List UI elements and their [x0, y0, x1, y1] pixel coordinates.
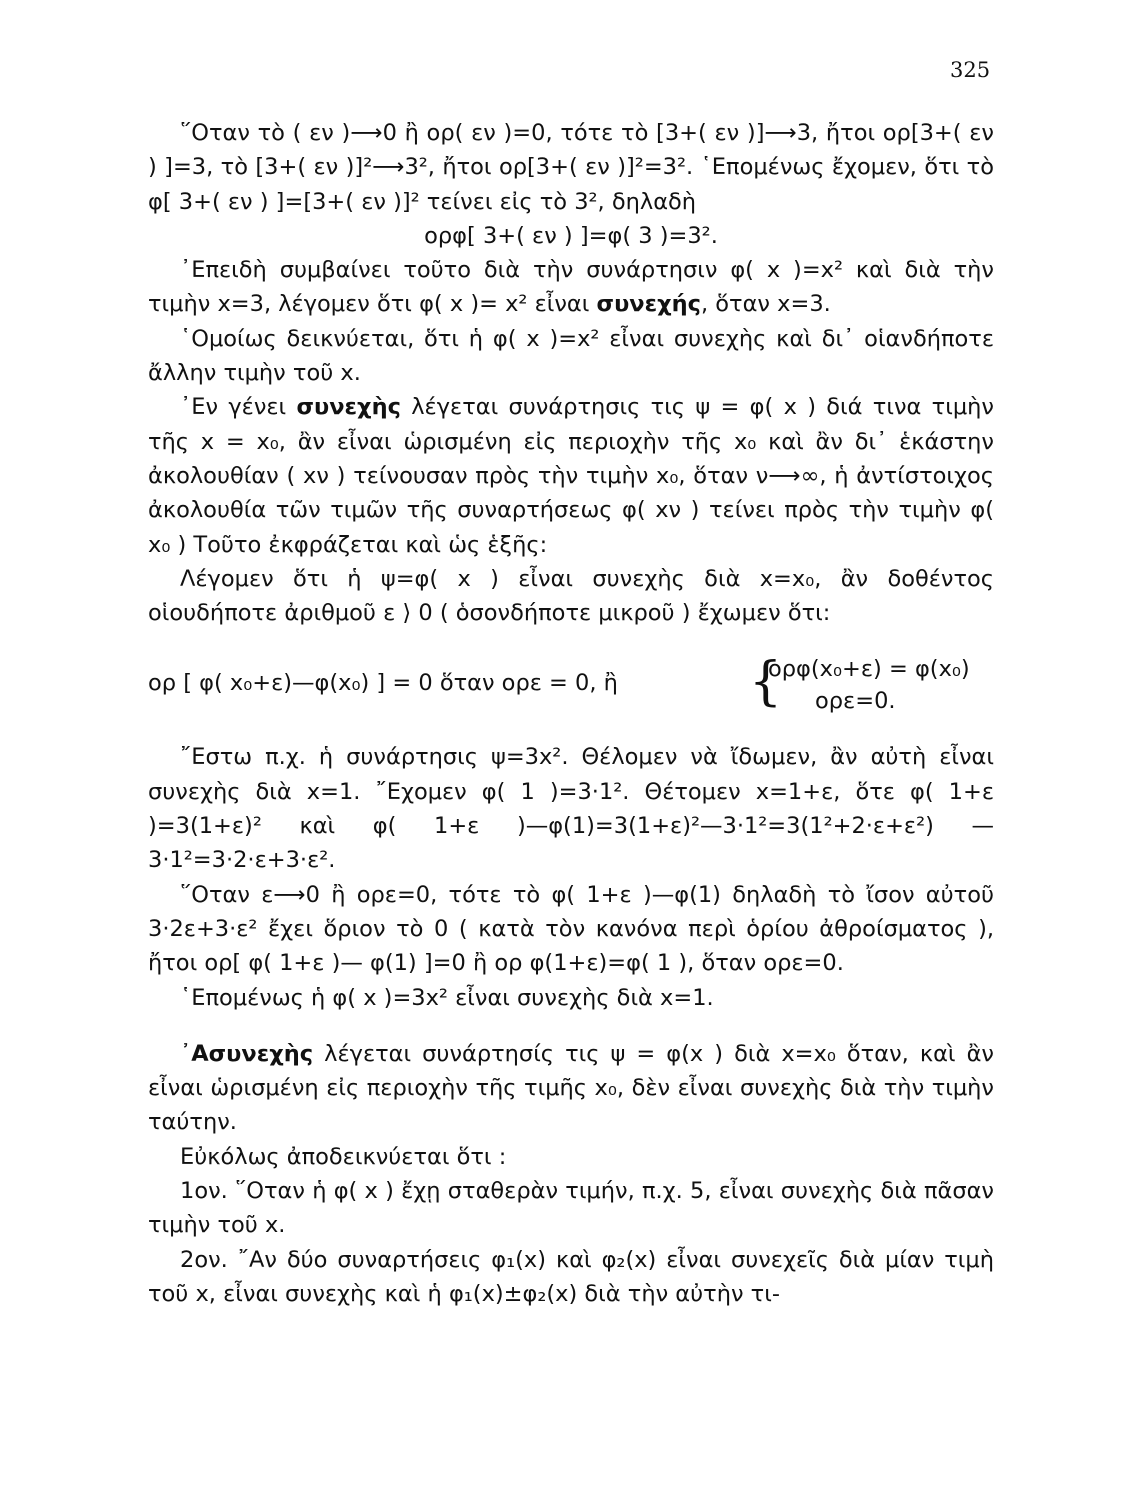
paragraph-example-3x2: ῎Εστω π.χ. ἡ συνάρτησις ψ=3x². Θέλομεν νὰ ἴδωμεν, ἂν αὐτὴ εἶναι συνεχὴς διὰ x=1. ῎Εχομεν φ( 1 )=3·1². Θέτομεν x=1+ε, ὅτε φ( 1+ε )=3(1+ε)² καὶ φ( 1+ε )—φ(1)=3(1+ε)²—3·1²=3(1²+2·ε+ε²) —3·1²=3·2·ε+3·ε². — [148, 744, 994, 874]
formula-limit-result: ορφ[ 3+( εν ) ]=φ( 3 )=3². — [424, 222, 718, 249]
formula-case-1: ορφ(x₀+ε) = φ(x₀) — [768, 656, 970, 683]
formula-case-2: ορε=0. — [815, 688, 896, 715]
paragraph-conclusion: ῾Επομένως ἡ φ( x )=3x² εἶναι συνεχὴς διὰ x=1. — [180, 984, 714, 1011]
text: λέγεται συνάρτησίς τις ψ = φ(x ) διὰ x=x₀ ὅταν, καὶ ἂν εἶναι ὡρισμένη εἰς περιοχὴν τῆς τιμῆς x₀, δὲν εἶναι συνεχὴς διὰ τὴν τιμὴν ταύτην. — [148, 1040, 994, 1136]
paragraph-easily-shown: Εὐκόλως ἀποδεικνύεται ὅτι : — [180, 1143, 507, 1170]
paragraph-epsilon-limit: ῞Οταν ε⟶0 ἢ ορε=0, τότε τὸ φ( 1+ε )—φ(1) δηλαδὴ τὸ ἴσον αὐτοῦ 3·2ε+3·ε² ἔχει ὅριον τὸ 0 ( κατὰ τὸν κανόνα περὶ ὁρίου ἀθροίσματος ), ἤτοι ορ[ φ( 1+ε )— φ(1) ]=0 ἢ ορ φ(1+ε)=φ( 1 ), ὅταν ορε=0. — [148, 881, 994, 977]
text: ᾿Επειδὴ συμβαίνει τοῦτο διὰ τὴν συνάρτησιν φ( x )=x² καὶ διὰ τὴν τιμὴν x=3, λέγομεν ὅτι φ( x )= x² εἶναι — [148, 257, 994, 318]
text: , ὅταν x=3. — [700, 291, 831, 318]
text: λέγεται συνάρτησις τις ψ = φ( x ) διά τινα τιμὴν τῆς x = x₀, ἂν εἶναι ὡρισμένη εἰς περιοχὴν τῆς x₀ καὶ ἂν δι᾿ ἑκάστην ἀκολουθίαν ( xν ) τείνουσαν πρὸς τὴν τιμὴν x₀, ὅταν ν⟶∞, ἡ ἀντίστοιχος ἀκολουθία τῶν τιμῶν τῆς συναρτήσεως φ( xν ) τείνει πρὸς τὴν τιμὴν φ( x₀ ) Τοῦτο ἐκφράζεται καὶ ὡς ἑξῆς: — [148, 394, 994, 558]
page-body — [148, 116, 994, 1311]
term-discontinuous: ᾿Ασυνεχὴς — [180, 1040, 314, 1067]
formula-brace: { — [749, 652, 783, 713]
paragraph-continuity-definition — [148, 390, 994, 561]
paragraph-continuity-x3 — [148, 253, 994, 322]
paragraph-property-1: 1ον. ῞Οταν ἡ φ( x ) ἔχῃ σταθερὰν τιμήν, π.χ. 5, εἶναι συνεχὴς διὰ πᾶσαν τιμὴν τοῦ x. — [148, 1178, 994, 1239]
formula-continuity-limit — [148, 652, 994, 718]
formula-main: ορ [ φ( x₀+ε)—φ(x₀) ] = 0 ὅταν ορε = 0, ἢ — [148, 670, 618, 697]
term-continuous: συνεχής — [596, 291, 701, 318]
paragraph-similarly: ῾Ομοίως δεικνύεται, ὅτι ἡ φ( x )=x² εἶναι συνεχὴς καὶ δι᾿ οἱανδήποτε ἄλλην τιμὴν τοῦ x. — [148, 325, 994, 387]
paragraph-limit-example: ῞Οταν τὸ ( εν )⟶0 ἢ ορ( εν )=0, τότε τὸ [3+( εν )]⟶3, ἤτοι ορ[3+( εν ) ]=3, τὸ [3+( εν )]²⟶3², ἤτοι ορ[3+( εν )]²=3². ῾Επομένως ἔχομεν, ὅτι τὸ φ[ 3+( εν ) ]=[3+( εν )]² τείνει εἰς τὸ 3², δηλαδὴ — [148, 120, 994, 215]
paragraph-property-2: 2ον. ῎Αν δύο συναρτήσεις φ₁(x) καὶ φ₂(x) εἶναι συνεχεῖς διὰ μίαν τιμὴ τοῦ x, εἶναι συνεχὴς καὶ ἡ φ₁(x)±φ₂(x) διὰ τὴν αὐτὴν τι- — [148, 1246, 994, 1307]
paragraph-discontinuous-definition — [148, 1037, 994, 1140]
page-number: 325 — [950, 58, 991, 82]
paragraph-epsilon-statement: Λέγομεν ὅτι ἡ ψ=φ( x ) εἶναι συνεχὴς διὰ x=x₀, ἂν δοθέντος οἱουδήποτε ἀριθμοῦ ε ⟩ 0 ( ὁσονδήποτε μικροῦ ) ἔχωμεν ὅτι: — [148, 565, 994, 627]
text: ᾿Εν γένει — [180, 394, 287, 421]
term-continuous: συνεχὴς — [296, 394, 401, 421]
